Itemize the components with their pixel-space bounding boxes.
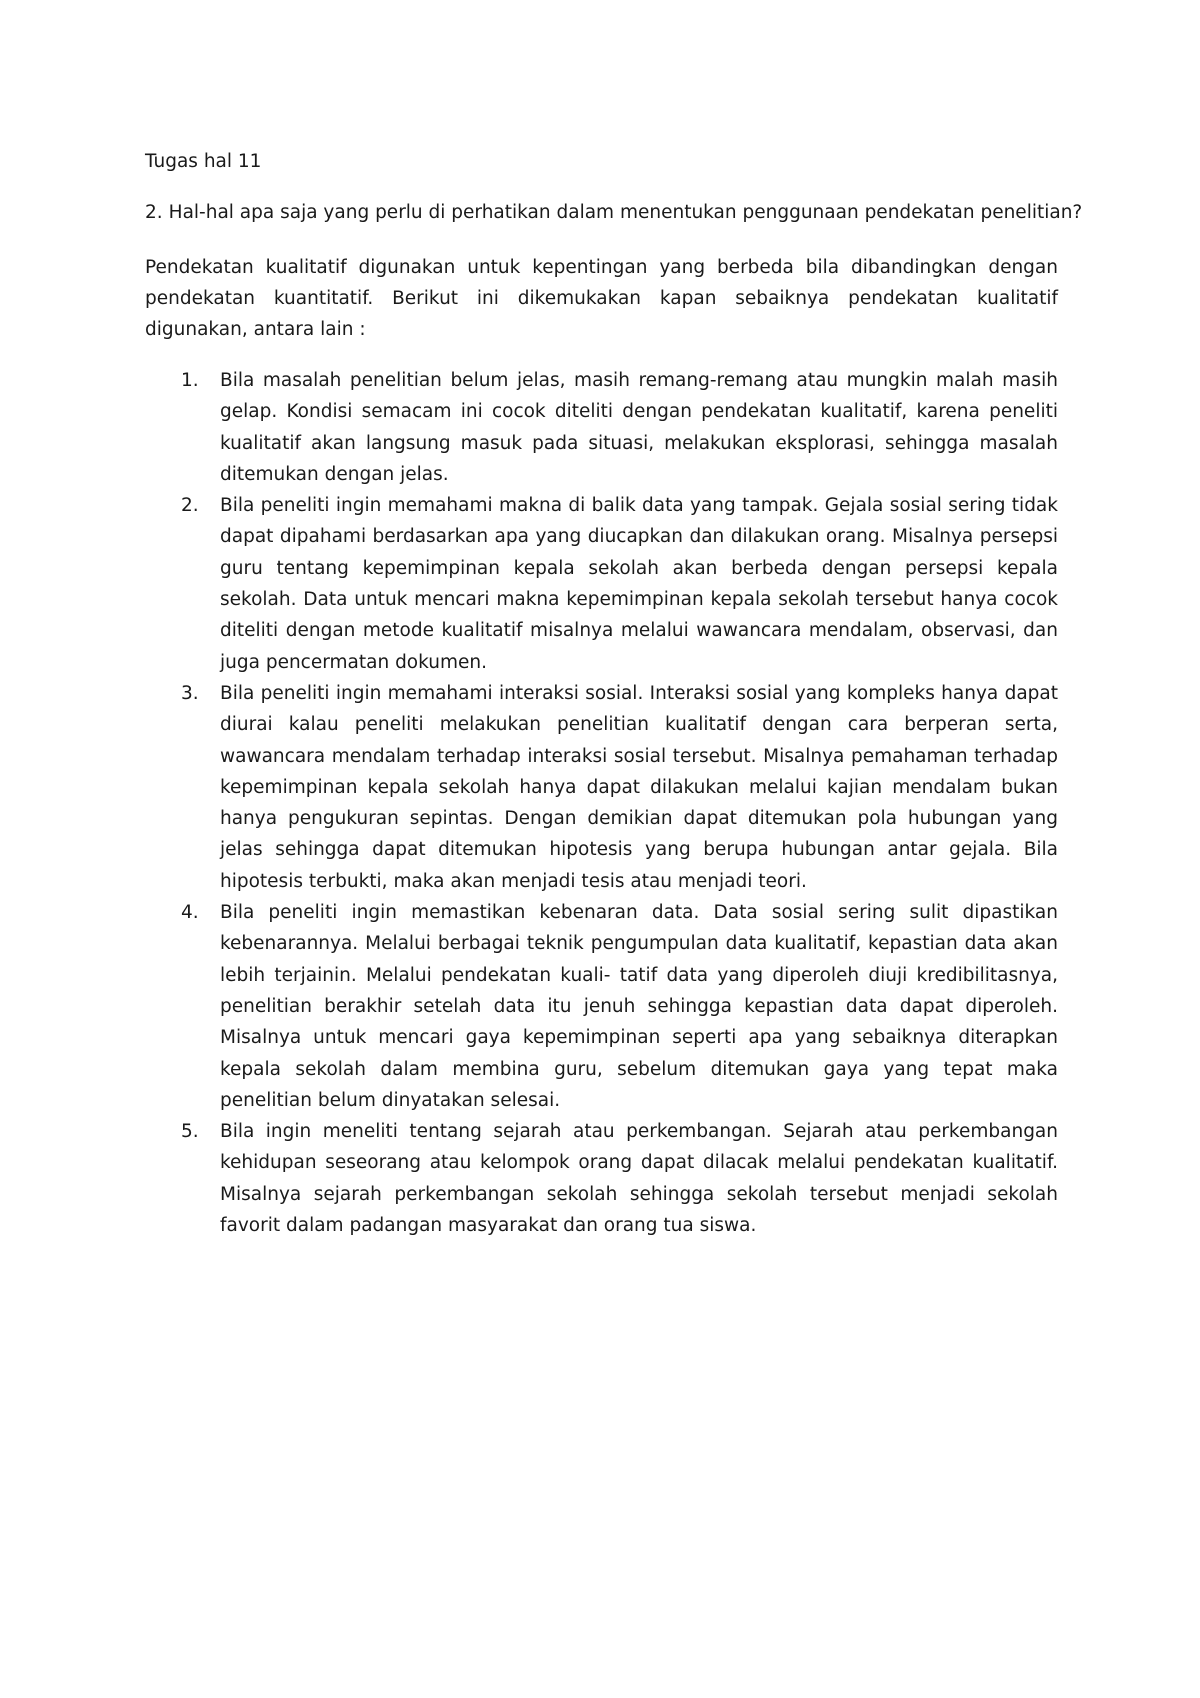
document-title: Tugas hal 11 xyxy=(145,151,262,172)
list-item xyxy=(145,897,1058,1116)
list-item-text: Bila peneliti ingin memastikan kebenaran data. Data sosial sering sulit dipastikan kebenarannya. Melalui berbagai teknik pengumpulan data kualitatif, kepastian data akan lebih terjainin. Melalui pendekatan kuali- tatif data yang diperoleh diuji kredibilitasnya, penelitian berakhir setelah data itu jenuh sehingga kepastian data dapat diperoleh. Misalnya untuk mencari gaya kepemimpinan seperti apa yang sebaiknya diterapkan kepala sekolah dalam membina guru, sebelum ditemukan gaya yang tepat maka penelitian belum dinyatakan selesai. xyxy=(220,902,1058,1111)
list-item-number: 3. xyxy=(181,682,199,704)
list-item-number: 4. xyxy=(181,902,199,924)
list-item-text: Bila peneliti ingin memahami makna di balik data yang tampak. Gejala sosial sering tidak dapat dipahami berdasarkan apa yang diucapkan dan dilakukan orang. Misalnya persepsi guru tentang kepemimpinan kepala sekolah akan berbeda dengan persepsi kepala sekolah. Data untuk mencari makna kepemimpinan kepala sekolah tersebut hanya cocok diteliti dengan metode kualitatif misalnya melalui wawancara mendalam, observasi, dan juga pencermatan dokumen. xyxy=(220,495,1058,673)
list-item-text: Bila peneliti ingin memahami interaksi sosial. Interaksi sosial yang kompleks hanya dapat diurai kalau peneliti melakukan penelitian kualitatif dengan cara berperan serta, wawancara mendalam terhadap interaksi sosial tersebut. Misalnya pemahaman terhadap kepemimpinan kepala sekolah hanya dapat dilakukan melalui kajian mendalam bukan hanya pengukuran sepintas. Dengan demikian dapat ditemukan pola hubungan yang jelas sehingga dapat ditemukan hipotesis yang berupa hubungan antar gejala. Bila hipotesis terbukti, maka akan menjadi tesis atau menjadi teori. xyxy=(220,682,1058,892)
list-item-text: Bila ingin meneliti tentang sejarah atau perkembangan. Sejarah atau perkembangan kehidupan seseorang atau kelompok orang dapat dilacak melalui pendekatan kualitatif. Misalnya sejarah perkembangan sekolah sehingga sekolah tersebut menjadi sekolah favorit dalam padangan masyarakat dan orang tua siswa. xyxy=(220,1121,1058,1237)
list-item-text: Bila masalah penelitian belum jelas, masih remang-remang atau mungkin malah masih gelap. Kondisi semacam ini cocok diteliti dengan pendekatan kualitatif, karena peneliti kualitatif akan langsung masuk pada situasi, melakukan eksplorasi, sehingga masalah ditemukan dengan jelas. xyxy=(220,370,1058,485)
question-number: 2. xyxy=(145,202,163,223)
list-item-number: 5. xyxy=(181,1121,199,1143)
criteria-list xyxy=(145,365,1058,1241)
list-item xyxy=(145,365,1058,490)
question-text: Hal-hal apa saja yang perlu di perhatikan dalam menentukan penggunaan pendekatan penelitian? xyxy=(168,202,1083,223)
list-item xyxy=(145,678,1058,897)
question-line xyxy=(145,201,1083,225)
list-item xyxy=(145,490,1058,678)
list-item-number: 1. xyxy=(181,370,199,391)
intro-paragraph: Pendekatan kualitatif digunakan untuk kepentingan yang berbeda bila dibandingkan dengan pendekatan kuantitatif. Berikut ini dikemukakan kapan sebaiknya pendekatan kualitatif digunakan, antara lain : xyxy=(145,257,1058,340)
list-item xyxy=(145,1116,1058,1241)
list-item-number: 2. xyxy=(181,495,199,517)
